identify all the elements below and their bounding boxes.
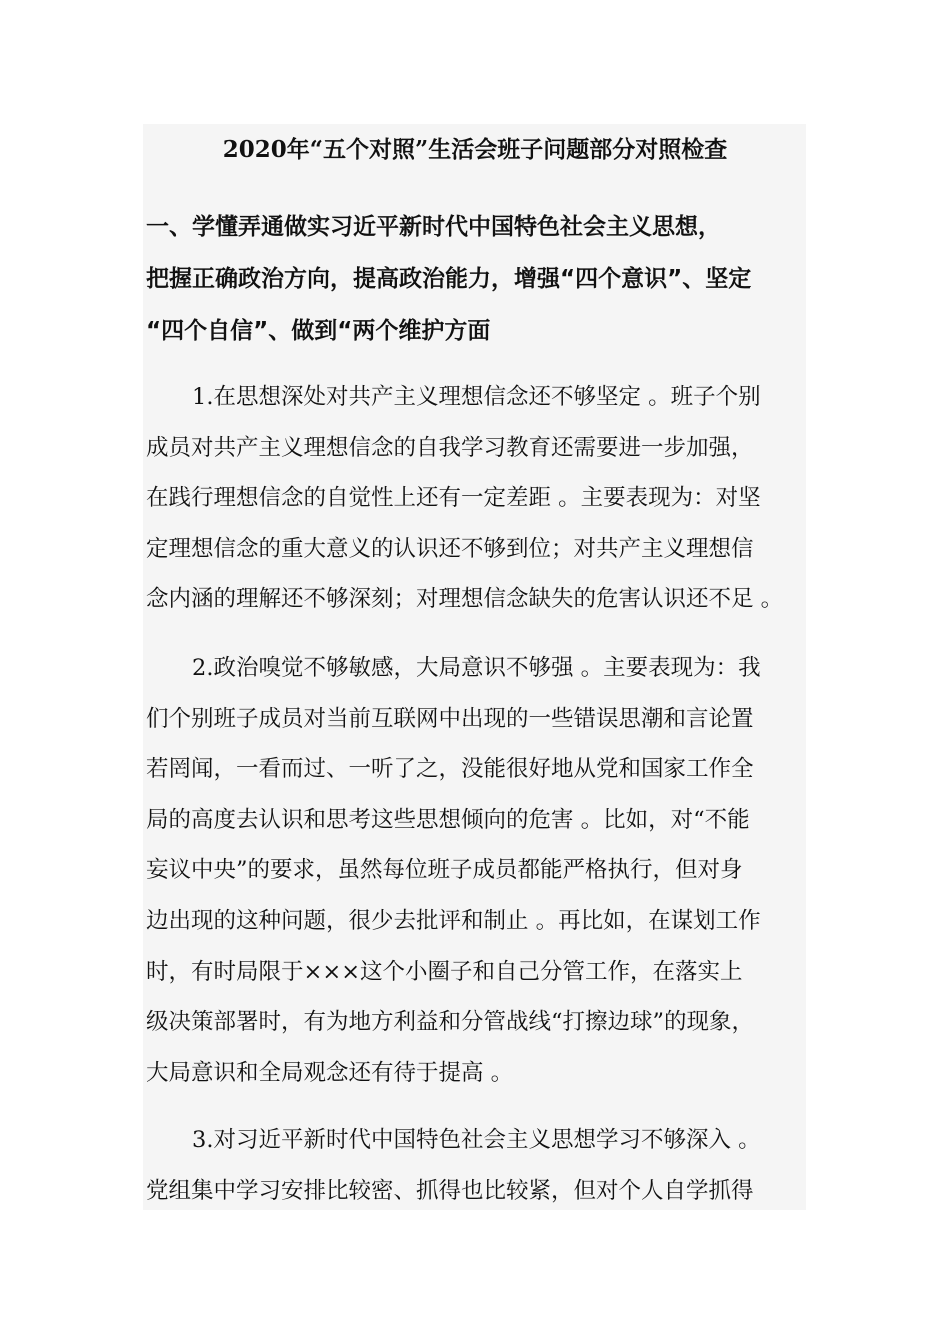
paragraph-3	[146, 1115, 811, 1216]
paragraph-line: 边出现的这种问题，很少去批评和制止 。再比如，在谋划工作	[146, 907, 761, 934]
paragraph-line: 大局意识和全局观念还有待于提高 。	[146, 1059, 514, 1086]
section-heading-line: 把握正确政治方向，提高政治能力，增强“四个意识”、坚定	[146, 266, 752, 292]
section-heading-line: “四个自信”、做到“两个维护方面	[146, 318, 491, 344]
paragraph-line: 级决策部署时，有为地方利益和分管战线“打擦边球”的现象，	[146, 1009, 755, 1036]
paragraph-line: 们个别班子成员对当前互联网中出现的一些错误思潮和言论置	[146, 705, 754, 732]
document-title: 2020年“五个对照”生活会班子问题部分对照检查	[222, 136, 728, 163]
paragraph-line: 党组集中学习安排比较密、抓得也比较紧，但对个人自学抓得	[146, 1177, 754, 1204]
paragraph-line: 定理想信念的重大意义的认识还不够到位；对共产主义理想信	[146, 535, 754, 562]
paragraph-line: 妄议中央”的要求，虽然每位班子成员都能严格执行，但对身	[146, 857, 743, 884]
paragraph-line: 成员对共产主义理想信念的自我学习教育还需要进一步加强，	[146, 434, 754, 461]
paragraph-line: 时，有时局限于×××这个小圈子和自己分管工作，在落实上	[146, 958, 743, 985]
paragraph-1	[146, 372, 811, 625]
paragraph-line: 3.对习近平新时代中国特色社会主义思想学习不够深入 。	[192, 1127, 761, 1153]
paragraph-line: 念内涵的理解还不够深刻；对理想信念缺失的危害认识还不足 。	[146, 586, 784, 613]
paragraph-line: 局的高度去认识和思考这些思想倾向的危害 。比如，对“不能	[146, 806, 750, 833]
section-heading	[146, 201, 806, 357]
paragraph-line: 2.政治嗅觉不够敏感，大局意识不够强 。主要表现为：我	[192, 655, 761, 681]
paragraph-line: 1.在思想深处对共产主义理想信念还不够坚定 。班子个别	[192, 384, 761, 410]
paragraph-line: 若罔闻，一看而过、一听了之，没能很好地从党和国家工作全	[146, 756, 754, 783]
section-heading-line: 一、学懂弄通做实习近平新时代中国特色社会主义思想，	[146, 214, 721, 240]
paragraph-2	[146, 643, 811, 1098]
paragraph-line: 在践行理想信念的自觉性上还有一定差距 。主要表现为：对坚	[146, 485, 761, 512]
